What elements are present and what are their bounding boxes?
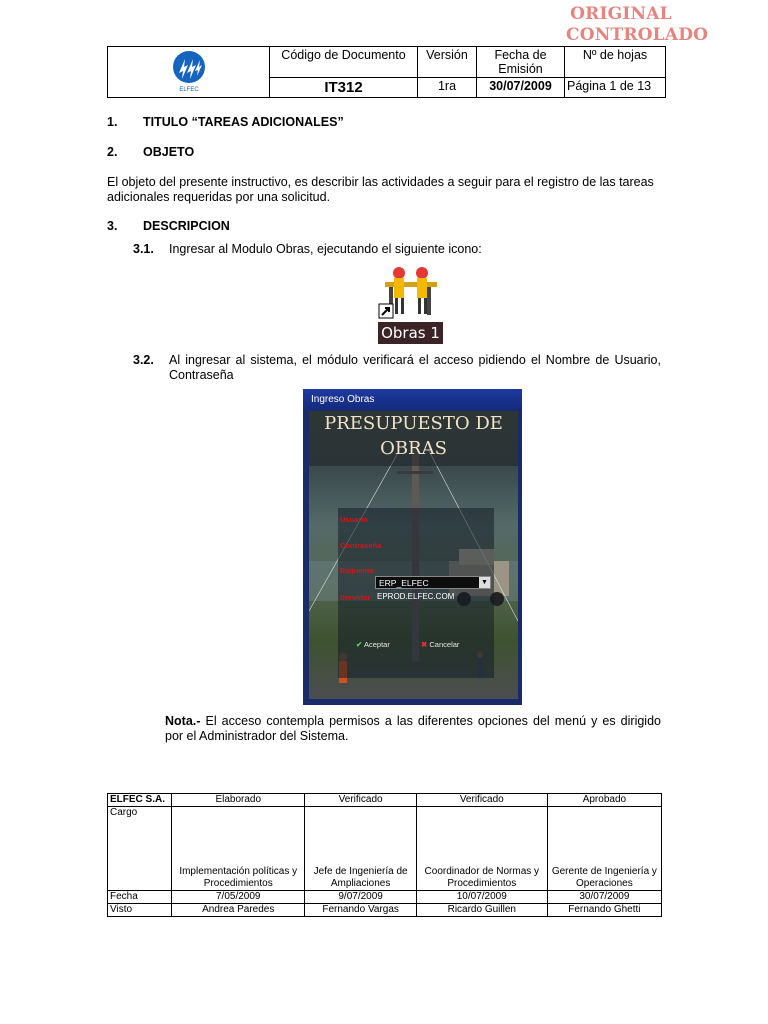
password-field[interactable] — [377, 539, 489, 551]
schema-select[interactable] — [375, 576, 491, 589]
issue-date-label: Fecha de Emisión — [477, 47, 565, 78]
cargo-cell: Implementación políticas y Procedimientos — [172, 807, 305, 891]
server-field[interactable]: EPROD.ELFEC.COM — [377, 592, 455, 601]
note-label: Nota.- — [165, 714, 201, 728]
code-value: IT312 — [270, 78, 418, 98]
password-label: Contraseña — [340, 541, 382, 550]
cargo-cell: Coordinador de Normas y Procedimientos — [416, 807, 547, 891]
login-window — [303, 389, 522, 705]
login-background-photo — [309, 411, 518, 699]
fecha-cell: 7/05/2009 — [172, 891, 305, 904]
workers-icon — [377, 264, 444, 324]
banner-line-1: PRESUPUESTO DE — [324, 413, 503, 434]
section-2-number: 2. — [107, 145, 118, 159]
approval-table — [107, 793, 662, 917]
cargo-cell: Gerente de Ingeniería y Operaciones — [547, 807, 661, 891]
approval-header: Verificado — [305, 794, 416, 807]
note-paragraph — [165, 714, 661, 744]
section-1-number: 1. — [107, 115, 118, 129]
company-name: ELFEC S.A. — [108, 794, 172, 807]
cross-icon: ✖ — [421, 640, 428, 649]
section-2-heading — [107, 145, 194, 159]
section-3-heading — [107, 219, 230, 233]
controlled-copy-stamp — [566, 4, 709, 46]
fecha-cell: 30/07/2009 — [547, 891, 661, 904]
schema-select-value: ERP_ELFEC — [379, 578, 429, 588]
cancel-button[interactable] — [421, 640, 459, 649]
section-3-number: 3. — [107, 219, 118, 233]
stamp-line-1: ORIGINAL — [570, 4, 672, 24]
dropdown-arrow-icon[interactable]: ▼ — [479, 577, 490, 588]
section-3-title: DESCRIPCION — [143, 219, 230, 233]
step-3-2-text: Al ingresar al sistema, el módulo verificará el acceso pidiendo el Nombre de Usuario, Contraseña — [169, 353, 661, 382]
step-3-1-number: 3.1. — [133, 242, 154, 256]
fecha-label: Fecha — [108, 891, 172, 904]
approval-header: Elaborado — [172, 794, 305, 807]
cargo-label: Cargo — [108, 807, 172, 891]
version-label: Versión — [418, 47, 477, 78]
section-1-heading — [107, 115, 344, 129]
server-label: Servidor — [340, 593, 371, 602]
accept-button[interactable] — [356, 640, 390, 649]
visto-cell: Andrea Paredes — [172, 904, 305, 917]
approval-header: Aprobado — [547, 794, 661, 807]
elfec-logo-icon — [169, 49, 209, 93]
svg-text:ELFEC: ELFEC — [178, 86, 199, 93]
step-3-1 — [133, 242, 661, 257]
step-3-2-number: 3.2. — [133, 353, 154, 367]
document-header-table — [107, 46, 666, 98]
stamp-line-2: CONTROLADO — [566, 25, 709, 45]
banner-line-2: OBRAS — [380, 438, 447, 459]
visto-cell: Fernando Vargas — [305, 904, 416, 917]
logo-cell — [108, 47, 270, 98]
visto-cell: Ricardo Guillen — [416, 904, 547, 917]
obras-icon-label: Obras 1 — [378, 322, 443, 344]
accept-button-label: Aceptar — [363, 640, 390, 649]
issue-date-value: 30/07/2009 — [477, 78, 565, 98]
section-2-body: El objeto del presente instructivo, es describir las actividades a seguir para el registro de las tareas adicionales requeridas por una solicitud. — [107, 175, 654, 204]
sheets-label: Nº de hojas — [565, 47, 666, 78]
step-3-1-text: Ingresar al Modulo Obras, ejecutando el siguiente icono: — [169, 242, 482, 256]
visto-label: Visto — [108, 904, 172, 917]
fecha-cell: 10/07/2009 — [416, 891, 547, 904]
approval-header: Verificado — [416, 794, 547, 807]
cancel-button-label: Cancelar — [429, 640, 460, 649]
user-field[interactable] — [377, 513, 489, 525]
step-3-2 — [133, 353, 661, 383]
schema-label: Esquema — [340, 566, 374, 575]
version-value: 1ra — [418, 78, 477, 98]
login-banner — [309, 411, 518, 466]
login-window-title: Ingreso Obras — [303, 389, 522, 410]
user-label: Usuario — [340, 515, 368, 524]
sheets-value: Página 1 de 13 — [565, 78, 666, 98]
fecha-cell: 9/07/2009 — [305, 891, 416, 904]
visto-cell: Fernando Ghetti — [547, 904, 661, 917]
check-icon: ✔ — [356, 640, 363, 649]
note-text: El acceso contempla permisos a las diferentes opciones del menú y es dirigido por el Administrador del Sistema. — [165, 714, 661, 743]
section-1-title: TITULO “TAREAS ADICIONALES” — [143, 115, 344, 129]
section-2-title: OBJETO — [143, 145, 195, 159]
cargo-cell: Jefe de Ingeniería de Ampliaciones — [305, 807, 416, 891]
code-label: Código de Documento — [270, 47, 418, 78]
